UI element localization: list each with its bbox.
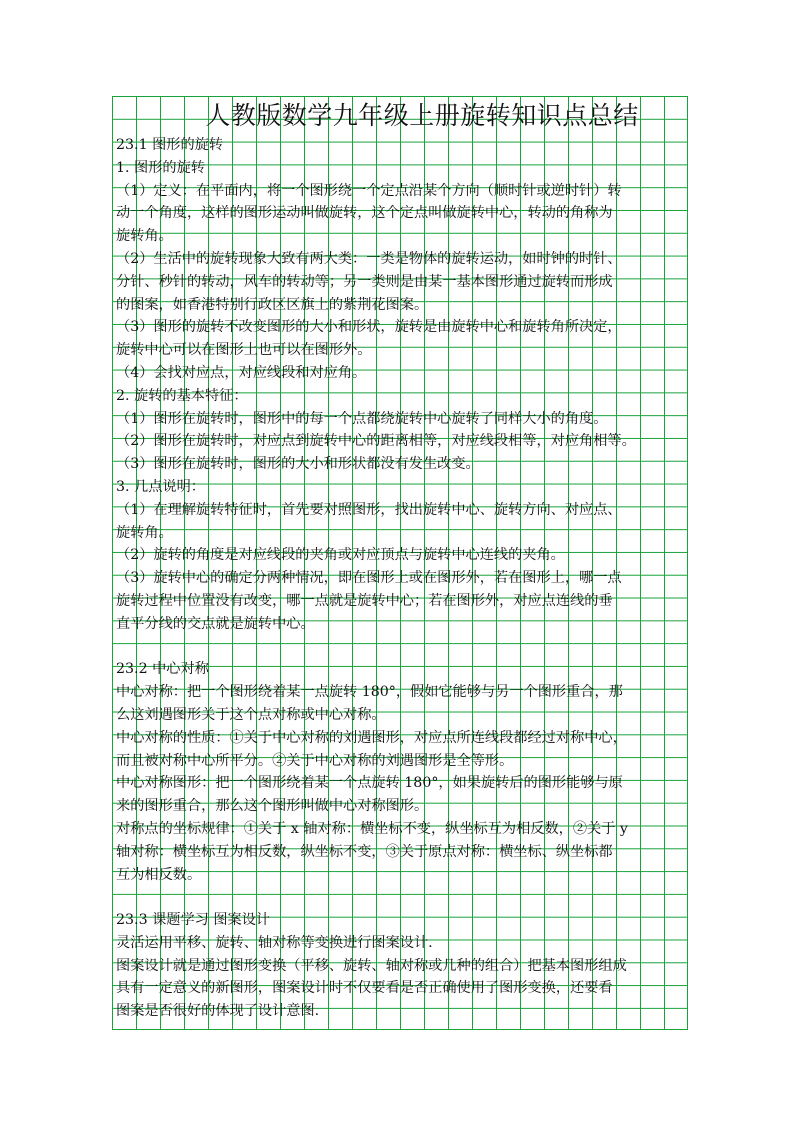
text-line: 的图案，如香港特别行政区区旗上的紫荆花图案。: [116, 296, 429, 313]
text-line: 互为相反数。: [116, 866, 202, 883]
text-line: 2. 旋转的基本特征：: [116, 387, 248, 404]
text-line: 分针、秒针的转动，风车的转动等；另一类则是由某一基本图形通过旋转而形成: [116, 273, 613, 290]
text-line: 而且被对称中心所平分。②关于中心对称的刘遇图形是全等形。: [116, 752, 514, 769]
text-line: 中心对称图形：把一个图形绕着某一个点旋转 180°，如果旋转后的图形能够与原: [116, 775, 623, 792]
text-line: 中心对称的性质：①关于中心对称的刘遇图形，对应点所连线段都经过对称中心，: [116, 729, 627, 746]
text-line: 图案设计就是通过图形变换（平移、旋转、轴对称或几种的组合）把基本图形组成: [116, 957, 627, 974]
text-line: （1）在理解旋转特征时，首先要对照图形，找出旋转中心、旋转方向、对应点、: [116, 501, 622, 518]
text-line: （3）图形在旋转时，图形的大小和形状都没有发生改变。: [116, 456, 480, 473]
blank-line: [116, 636, 688, 659]
text-line: （3）图形的旋转不改变图形的大小和形状，旋转是由旋转中心和旋转角所决定，: [116, 319, 622, 336]
text-line: 具有一定意义的新图形，图案设计时不仅要看是否正确使用了图形变换，还要看: [116, 980, 613, 997]
text-line: 动一个角度，这样的图形运动叫做旋转，这个定点叫做旋转中心，转动的角称为: [116, 205, 613, 222]
blank-line: [116, 886, 688, 909]
text-line: 来的图形重合，那么这个图形叫做中心对称图形。: [116, 798, 429, 815]
text-line: 旋转角。: [116, 524, 173, 541]
text-line: （2）旋转的角度是对应线段的夹角或对应顶点与旋转中心连线的夹角。: [116, 547, 565, 564]
text-line: 灵活运用平移、旋转、轴对称等变换进行图案设计.: [116, 934, 433, 951]
document-content: [116, 98, 688, 1023]
text-line: （2）图形在旋转时，对应点到旋转中心的距离相等，对应线段相等，对应角相等。: [116, 433, 636, 450]
text-line: 旋转中心可以在图形上也可以在图形外。: [116, 342, 372, 359]
text-line: 23.3 课题学习 图案设计: [116, 912, 271, 929]
document-title: 人教版数学九年级上册旋转知识点总结: [205, 101, 639, 130]
text-line: 图案是否很好的体现了设计意图.: [116, 1003, 320, 1020]
text-line: 对称点的坐标规律：①关于 x 轴对称：横坐标不变，纵坐标互为相反数，②关于 y: [116, 820, 628, 837]
text-line: 23.2 中心对称: [116, 661, 209, 678]
text-line: 3. 几点说明：: [116, 478, 205, 495]
text-line: 直平分线的交点就是旋转中心。: [116, 615, 315, 632]
text-line: 轴对称：横坐标互为相反数，纵坐标不变，③关于原点对称：横坐标、纵坐标都: [116, 843, 613, 860]
text-line: （3）旋转中心的确定分两种情况，即在图形上或在图形外，若在图形上，哪一点: [116, 570, 622, 587]
text-line: （2）生活中的旋转现象大致有两大类：一类是物体的旋转运动，如时钟的时针、: [116, 250, 622, 267]
text-line: 1. 图形的旋转: [116, 159, 205, 176]
text-line: （4）会找对应点，对应线段和对应角。: [116, 364, 367, 381]
document-body: [116, 134, 688, 1023]
text-line: 旋转过程中位置没有改变，哪一点就是旋转中心；若在图形外，对应点连线的垂: [116, 592, 613, 609]
text-line: 旋转角。: [116, 228, 173, 245]
text-line: （1）图形在旋转时，图形中的每一个点都绕旋转中心旋转了同样大小的角度。: [116, 410, 608, 427]
text-line: 23.1 图形的旋转: [116, 137, 224, 153]
text-line: 中心对称：把一个图形绕着某一点旋转 180°，假如它能够与另一个图形重合，那: [116, 684, 623, 701]
text-line: （1）定义：在平面内，将一个图形绕一个定点沿某个方向（顺时针或逆时针）转: [116, 182, 622, 199]
text-line: 么这刘遇图形关于这个点对称或中心对称。: [116, 706, 386, 723]
